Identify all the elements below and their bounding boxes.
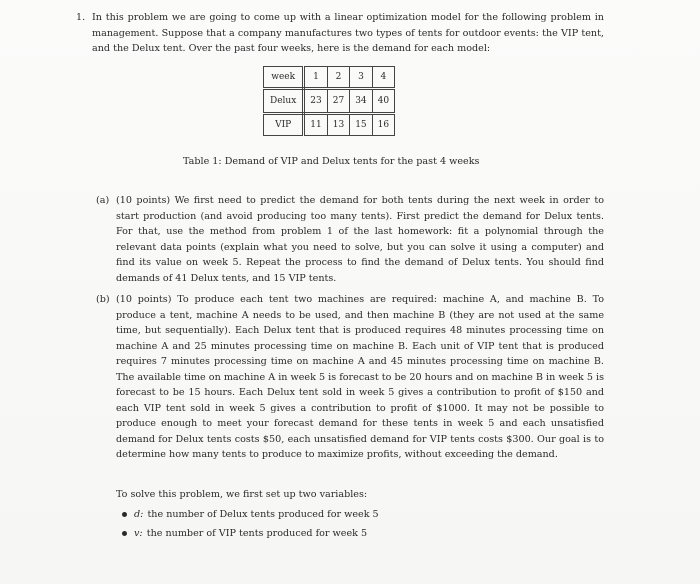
part-b-text: (10 points) To produce each tent two machines are required: machine A, and machine B. To produce a tent, machine A needs to be used, and then machine B (they are not used at the same time, but sequentially). Each Delux tent that is produced requires 48 minutes processing time on machine A and 25 minutes processing time on machine B. Each unit of VIP tent that is produced requires 7 minutes processing time on machine A and 45 minutes processing time on machine B. The available time on machine A in week 5 is forecast to be 20 hours and on machine B in week 5 is forecast to be 15 hours. Each Delux tent sold in week 5 gives a contribution to profit of $150 and each VIP tent sold in week 5 gives a contribution to profit of $1000. It may not be possible to produce enough to meet your forecast demand for these tents in week 5 and each unsatisfied demand for Delux tents costs $50, each unsatisfied demand for VIP tents costs $300. Our goal is to determine how many tents to produce to maximize profits, without exceeding the demand. (116, 294, 604, 460)
bullet-icon (122, 531, 127, 536)
demand-table (263, 66, 395, 136)
list-item (122, 528, 367, 539)
table-cell: 1 (304, 67, 327, 89)
row-header: Delux (264, 89, 304, 114)
variable-description: the number of VIP tents produced for week 5 (146, 528, 368, 539)
part-b (96, 292, 604, 463)
problem-number: 1. (76, 12, 86, 23)
demand-table-wrapper (263, 66, 395, 136)
table-cell: 34 (350, 89, 372, 114)
table-cell: 23 (304, 89, 327, 114)
part-a-label: (a) (96, 195, 110, 206)
part-a (96, 193, 604, 286)
problem-1 (76, 10, 604, 57)
table-cell: 13 (327, 114, 349, 136)
table-row-week (264, 67, 395, 89)
table-cell: 27 (327, 89, 349, 114)
setup-text: To solve this problem, we first set up two variables: (116, 489, 368, 500)
row-header: week (264, 67, 304, 89)
part-b-label: (b) (96, 294, 110, 305)
table-cell: 15 (350, 114, 372, 136)
table-caption: Table 1: Demand of VIP and Delux tents for the past 4 weeks (183, 156, 480, 167)
table-cell: 11 (304, 114, 327, 136)
list-item (122, 509, 379, 520)
bullet-icon (122, 512, 127, 517)
table-row-vip (264, 114, 395, 136)
variable-symbol: v: (134, 528, 143, 539)
variable-description: the number of Delux tents produced for week 5 (147, 509, 379, 520)
table-cell: 40 (372, 89, 394, 114)
table-cell: 3 (350, 67, 372, 89)
problem-intro: In this problem we are going to come up with a linear optimization model for the following problem in management. Suppose that a company manufactures two types of tents for outdoor events: the VIP tent, and the Delux tent. Over the past four weeks, here is the demand for each model: (92, 12, 604, 54)
table-row-delux (264, 89, 395, 114)
table-cell: 2 (327, 67, 349, 89)
table-cell: 4 (372, 67, 394, 89)
table-cell: 16 (372, 114, 394, 136)
part-a-text: (10 points) We first need to predict the demand for both tents during the next week in order to start production (and avoid producing too many tents). First predict the demand for Delux tents. For that, use the method from problem 1 of the last homework: fit a polynomial through the relevant data points (explain what you need to solve, but you can solve it using a computer) and find its value on week 5. Repeat the process to find the demand of Delux tents. You should find demands of 41 Delux tents, and 15 VIP tents. (116, 195, 604, 284)
variable-symbol: d: (134, 509, 144, 520)
row-header: VIP (264, 114, 304, 136)
